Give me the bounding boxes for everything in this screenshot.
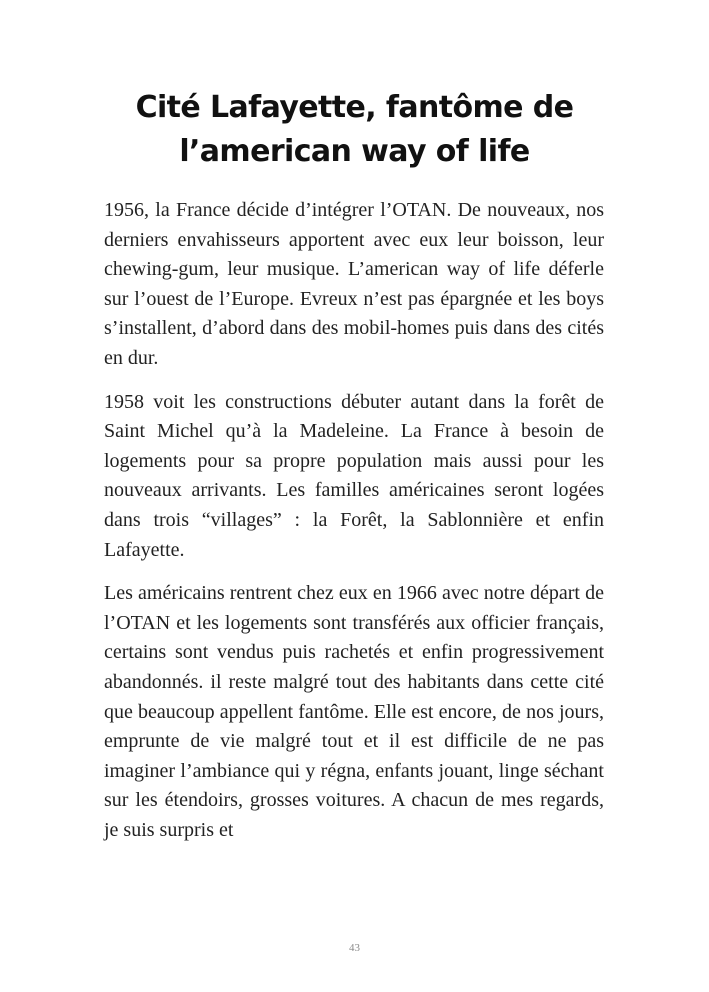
article-body [104,196,604,859]
paragraph-2: 1958 voit les constructions débuter autant dans la forêt de Saint Michel qu’à la Madeleine. La France à besoin de logements pour sa propre population mais aussi pour les nouveaux arrivants. Les familles américaines seront logées dans trois “villages” : la Forêt, la Sablonnière et enfin Lafayette. [104,390,604,561]
title-line-1: Cité Lafayette, fantôme de [135,90,574,125]
page-title [60,86,649,174]
paragraph-1: 1956, la France décide d’intégrer l’OTAN. De nouveaux, nos derniers envahisseurs apportent avec eux leur boisson, leur chewing-gum, leur musique. L’american way of life déferle sur l’ouest de l’Europe. Evreux n’est pas épargnée et les boys s’installent, d’abord dans des mobil-homes puis dans des cités en dur. [104,199,604,369]
title-line-2: l’american way of life [179,134,530,169]
page-number: 43 [349,942,360,954]
paragraph-3: Les américains rentrent chez eux en 1966 avec notre départ de l’OTAN et les logements sont transférés aux officier français, certains sont vendus puis rachetés et enfin progressivement abandonnés. il reste malgré tout des habitants dans cette cité que beaucoup appellent fantôme. Elle est encore, de nos jours, emprunte de vie malgré tout et il est difficile de ne pas imaginer l’ambiance qui y régna, enfants jouant, linge séchant sur les étendoirs, grosses voitures. A chacun de mes regards, je suis surpris et [104,582,604,841]
